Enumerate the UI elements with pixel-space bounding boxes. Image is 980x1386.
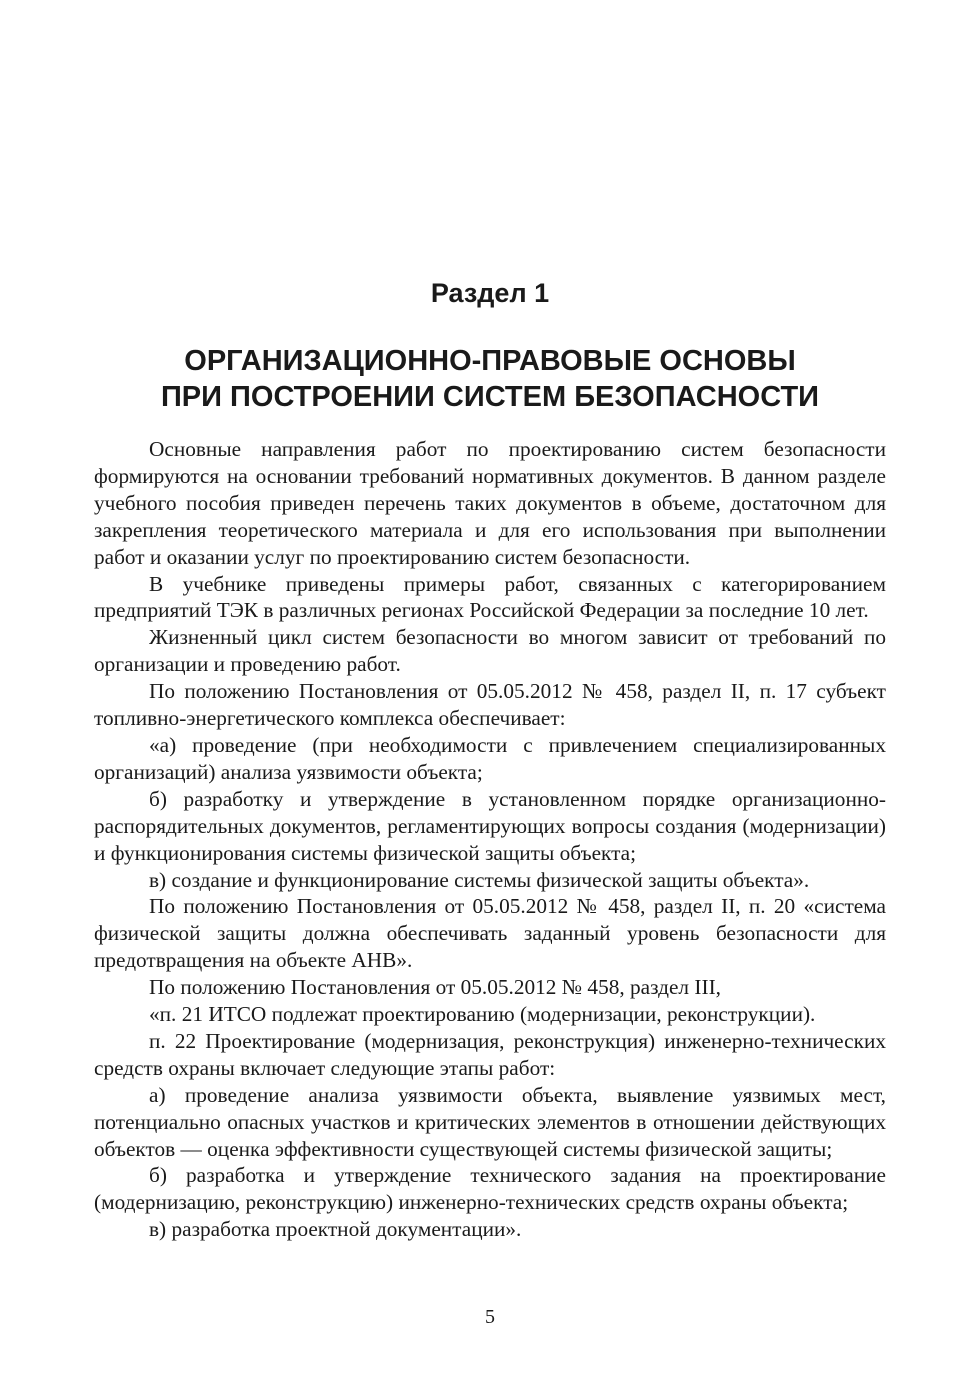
paragraph: а) проведение анализа уязвимости объекта, выявление уязвимых мест, потенциально опасных участков и критических элементов в отношении действующих объектов — оценка эффективности существующей системы физической защиты; <box>94 1082 886 1161</box>
paragraph: «п. 21 ИТСО подлежат проектированию (модернизации, реконструкции). <box>149 1002 816 1027</box>
paragraph: Жизненный цикл систем безопасности во многом зависит от требований по организации и проведению работ. <box>94 625 886 677</box>
paragraph: В учебнике приведены примеры работ, связанных с категорированием предприятий ТЭК в различных регионах Российской Федерации за последние 10 лет. <box>94 571 886 623</box>
paragraph: п. 22 Проектирование (модернизация, реконструкция) инженерно-технических средств охраны включает следующие этапы работ: <box>94 1028 886 1080</box>
page-number: 5 <box>485 1306 495 1328</box>
paragraph: По положению Постановления от 05.05.2012 № 458, раздел II, п. 17 субъект топливно-энергетического комплекса обеспечивает: <box>94 679 886 731</box>
body-text <box>94 436 886 1243</box>
section-title-line-1: ОРГАНИЗАЦИОННО-ПРАВОВЫЕ ОСНОВЫ <box>184 345 796 377</box>
paragraph: «а) проведение (при необходимости с привлечением специализированных организаций) анализа уязвимости объекта; <box>94 732 886 784</box>
paragraph: По положению Постановления от 05.05.2012 № 458, раздел II, п. 20 «система физической защиты должна обеспечивать заданный уровень безопасности для предотвращения на объекте АНВ». <box>94 894 886 973</box>
paragraph: По положению Постановления от 05.05.2012 № 458, раздел III, <box>149 975 721 1000</box>
section-title-line-2: ПРИ ПОСТРОЕНИИ СИСТЕМ БЕЗОПАСНОСТИ <box>160 381 820 413</box>
paragraph: в) создание и функционирование системы физической защиты объекта». <box>149 867 810 892</box>
section-title <box>0 343 980 415</box>
paragraph: Основные направления работ по проектированию систем безопасности формируются на основании требований нормативных документов. В данном разделе учебного пособия приведен перечень таких документов в объеме, достаточном для закрепления теоретического материала и для его использования при выполнении работ и оказании услуг по проектированию систем безопасности. <box>94 437 886 569</box>
paragraph: б) разработка и утверждение технического задания на проектирование (модернизацию, реконструкцию) инженерно-технических средств охраны объекта; <box>94 1163 886 1215</box>
paragraph: б) разработку и утверждение в установленном порядке организационно-распорядительных документов, регламентирующих вопросы создания (модернизации) и функционирования системы физической защиты объекта; <box>94 786 886 865</box>
paragraph: в) разработка проектной документации». <box>149 1217 522 1242</box>
section-label: Раздел 1 <box>430 278 550 308</box>
